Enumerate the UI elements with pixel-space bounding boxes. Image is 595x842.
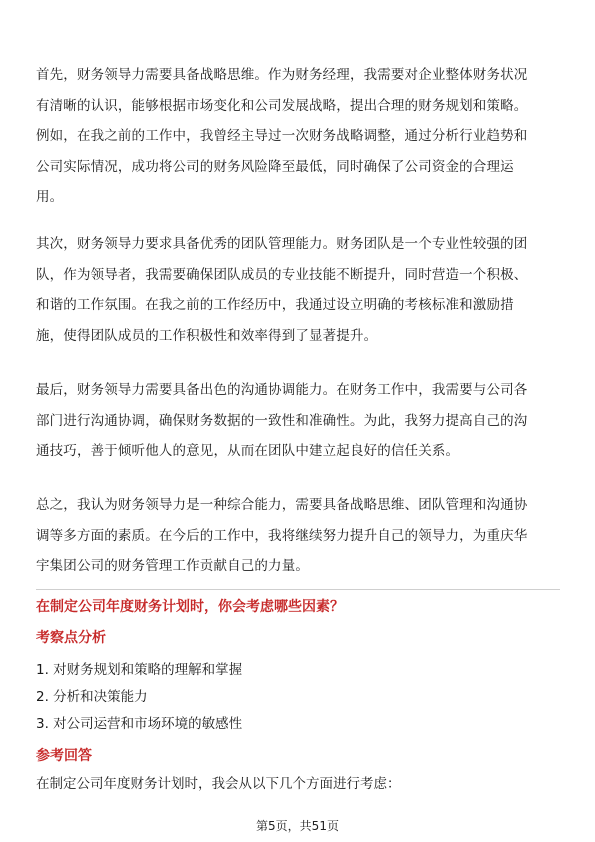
paragraph-team-management — [36, 229, 560, 351]
paragraph-line: 宇集团公司的财务管理工作贡献自己的力量。 — [36, 558, 309, 574]
paragraph-line: 用。 — [36, 189, 64, 205]
paragraph-line: 调等多方面的素质。在今后的工作中，我将继续努力提升自己的领导力，为重庆华 — [36, 527, 528, 544]
reference-heading: 参考回答 — [36, 748, 92, 764]
analysis-item: 1. 对财务规划和策略的理解和掌握 — [36, 662, 243, 678]
paragraph-line: 和谐的工作氛围。在我之前的工作经历中，我通过设立明确的考核标准和激励措 — [36, 297, 514, 313]
paragraph-line: 其次，财务领导力要求具备优秀的团队管理能力。财务团队是一个专业性较强的团 — [36, 236, 528, 252]
paragraph-line: 例如，在我之前的工作中，我曾经主导过一次财务战略调整，通过分析行业趋势和 — [36, 128, 528, 144]
paragraph-line: 部门进行沟通协调，确保财务数据的一致性和准确性。为此，我努力提高自己的沟 — [36, 412, 528, 429]
interview-question: 在制定公司年度财务计划时，你会考虑哪些因素？ — [36, 599, 344, 615]
paragraph-line: 通技巧，善于倾听他人的意见，从而在团队中建立起良好的信任关系。 — [36, 443, 460, 459]
page-number: 第5页，共51页 — [256, 819, 339, 833]
paragraph-line: 公司实际情况，成功将公司的财务风险降至最低，同时确保了公司资金的合理运 — [36, 158, 514, 175]
paragraph-line: 最后，财务领导力需要具备出色的沟通协调能力。在财务工作中，我需要与公司各 — [36, 382, 528, 398]
reference-answer: 在制定公司年度财务计划时，我会从以下几个方面进行考虑： — [36, 776, 401, 792]
paragraph-line: 队，作为领导者，我需要确保团队成员的专业技能不断提升，同时营造一个积极、 — [36, 266, 528, 283]
analysis-item: 3. 对公司运营和市场环境的敏感性 — [36, 716, 243, 732]
paragraph-line: 首先，财务领导力需要具备战略思维。作为财务经理，我需要对企业整体财务状况 — [36, 67, 528, 83]
paragraph-line: 总之，我认为财务领导力是一种综合能力，需要具备战略思维、团队管理和沟通协 — [36, 497, 528, 513]
paragraph-summary — [36, 490, 560, 582]
paragraph-line: 施，使得团队成员的工作积极性和效率得到了显著提升。 — [36, 327, 378, 344]
analysis-heading: 考察点分析 — [36, 630, 106, 646]
analysis-item: 2. 分析和决策能力 — [36, 689, 148, 705]
paragraph-line: 有清晰的认识，能够根据市场变化和公司发展战略，提出合理的财务规划和策略。 — [36, 97, 528, 114]
paragraph-communication — [36, 375, 560, 467]
paragraph-strategic-thinking — [36, 60, 560, 213]
section-divider — [36, 589, 560, 590]
